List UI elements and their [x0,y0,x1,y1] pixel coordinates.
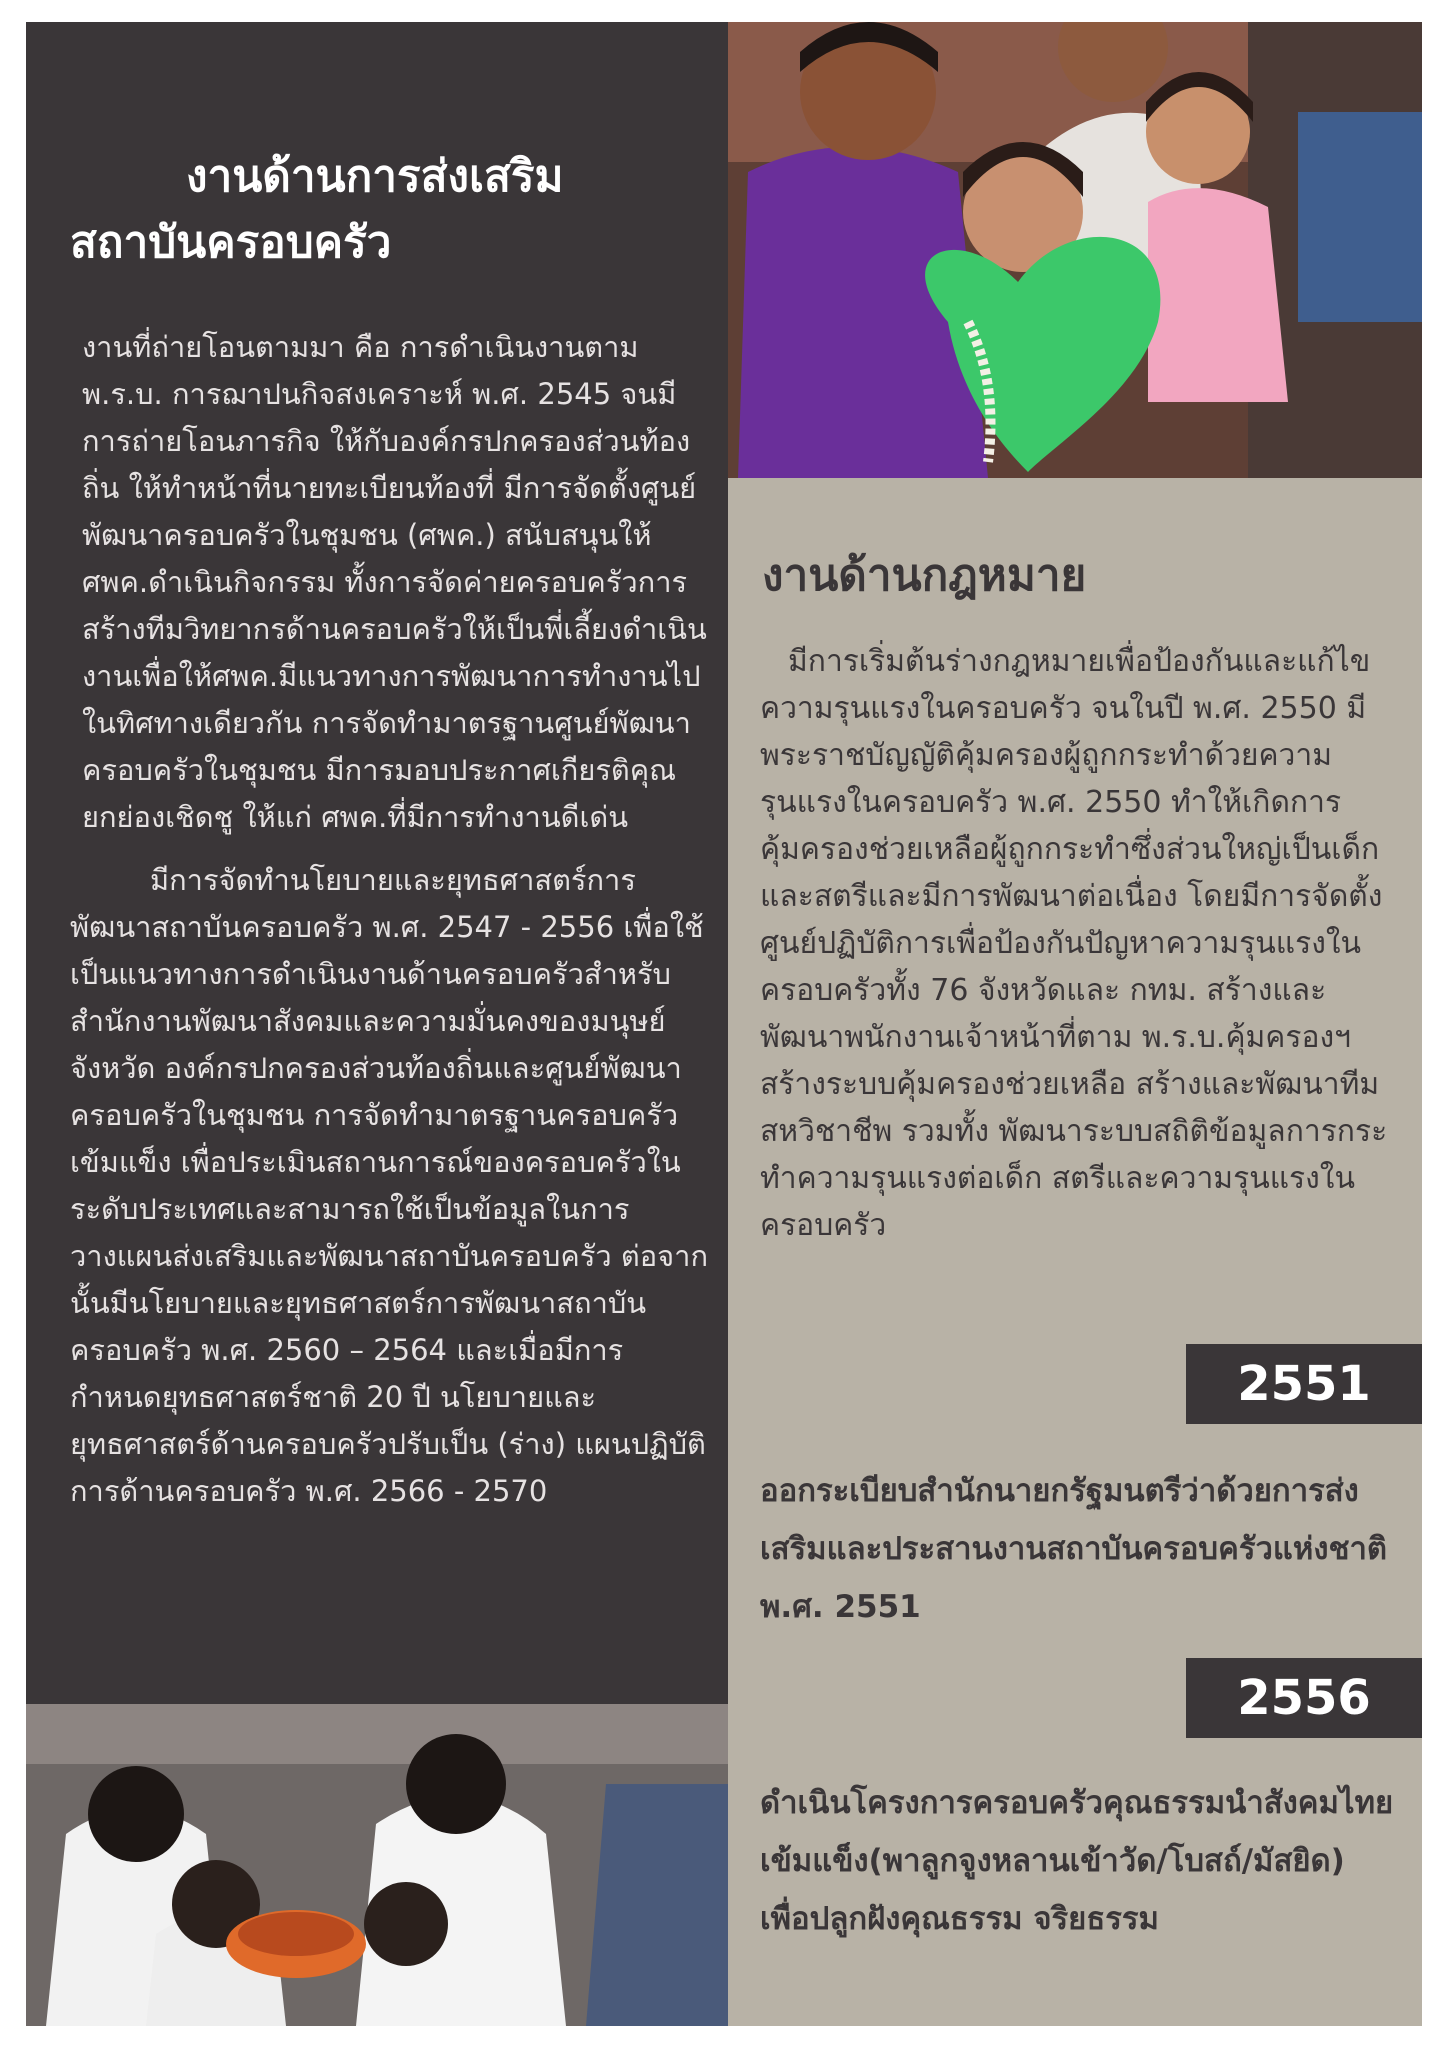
year-badge-2551: 2551 [1186,1344,1422,1424]
law-title: งานด้านกฎหมาย [762,550,1087,601]
children-activity-photo [26,1704,728,2026]
title-line-2: สถาบันครอบครัว [70,217,392,268]
paragraph-domestic-violence-law: มีการเริ่มต้นร่างกฎหมายเพื่อป้องกันและแก้ไขความรุนแรงในครอบครัว จนในปี พ.ศ. 2550 มีพระราชบัญญัติคุ้มครองผู้ถูกกระทำด้วยความรุนแรงในครอบครัว พ.ศ. 2550 ทำให้เกิดการคุ้มครองช่วยเหลือผู้ถูกกระทำซึ่งส่วนใหญ่เป็นเด็กและสตรีและมีการพัฒนาต่อเนื่อง โดยมีการจัดตั้งศูนย์ปฏิบัติการเพื่อป้องกันปัญหาความรุนแรงในครอบครัวทั้ง 76 จังหวัดและ กทม. สร้างและพัฒนาพนักงานเจ้าหน้าที่ตาม พ.ร.บ.คุ้มครองฯ สร้างระบบคุ้มครองช่วยเหลือ สร้างและพัฒนาทีมสหวิชาชีพ รวมทั้ง พัฒนาระบบสถิติข้อมูลการกระทำความรุนแรงต่อเด็ก สตรีและความรุนแรงในครอบครัว [760,644,1388,1243]
family-promotion-title [70,144,710,276]
title-line-1: งานด้านการส่งเสริม [186,151,564,202]
law-body [760,638,1400,1249]
event-2556: ดำเนินโครงการครอบครัวคุณธรรมนำสังคมไทยเข้มแข็ง(พาลูกจูงหลานเข้าวัด/โบสถ์/มัสยิด) เพื่อปลูกฝังคุณธรรม จริยธรรม [760,1785,1394,1937]
family-photo [728,22,1422,478]
children-activity-illustration [26,1704,728,2026]
law-panel [728,478,1422,2026]
family-promotion-panel [26,22,728,1704]
paragraph-policy-strategy: มีการจัดทำนโยบายและยุทธศาสตร์การพัฒนาสถาบันครอบครัว พ.ศ. 2547 - 2556 เพื่อใช้เป็นแนวทางการดำเนินงานด้านครอบครัวสำหรับสำนักงานพัฒนาสังคมและความมั่นคงของมนุษย์จังหวัด องค์กรปกครองส่วนท้องถิ่นและศูนย์พัฒนาครอบครัวในชุมชน การจัดทำมาตรฐานครอบครัวเข้มแข็ง เพื่อประเมินสถานการณ์ของครอบครัวในระดับประเทศและสามารถใช้เป็นข้อมูลในการวางแผนส่งเสริมและพัฒนาสถาบันครอบครัว ต่อจากนั้นมีนโยบายและยุทธศาสตร์การพัฒนาสถาบันครอบครัว พ.ศ. 2560 – 2564 และเมื่อมีการกำหนดยุทธศาสตร์ชาติ 20 ปี นโยบายและยุทธศาสตร์ด้านครอบครัวปรับเป็น (ร่าง) แผนปฏิบัติการด้านครอบครัว พ.ศ. 2566 - 2570 [70,863,708,1508]
paragraph-transfer-of-duties: งานที่ถ่ายโอนตามมา คือ การดำเนินงานตาม พ.ร.บ. การฌาปนกิจสงเคราะห์ พ.ศ. 2545 จนมีการถ่ายโอนภารกิจ ให้กับองค์กรปกครองส่วนท้องถิ่น ให้ทำหน้าที่นายทะเบียนท้องที่ มีการจัดตั้งศูนย์พัฒนาครอบครัวในชุมชน (ศพค.) สนับสนุนให้ ศพค.ดำเนินกิจกรรม ทั้งการจัดค่ายครอบครัวการสร้างทีมวิทยากรด้านครอบครัวให้เป็นพี่เลี้ยงดำเนินงานเพื่อให้ศพค.มีแนวทางการพัฒนาการทำงานไปในทิศทางเดียวกัน การจัดทำมาตรฐานศูนย์พัฒนาครอบครัวในชุมชน มีการมอบประกาศเกียรติคุณยกย่องเชิดชู ให้แก่ ศพค.ที่มีการทำงานดีเด่น [82,330,707,834]
family-promotion-body [70,324,710,1531]
year-badge-2556: 2556 [1186,1658,1422,1738]
event-2551: ออกระเบียบสำนักนายกรัฐมนตรีว่าด้วยการส่งเสริมและประสานงานสถาบันครอบครัวแห่งชาติ พ.ศ. 2551 [760,1473,1388,1625]
family-photo-illustration [728,22,1422,478]
brochure-page [26,22,1422,2026]
